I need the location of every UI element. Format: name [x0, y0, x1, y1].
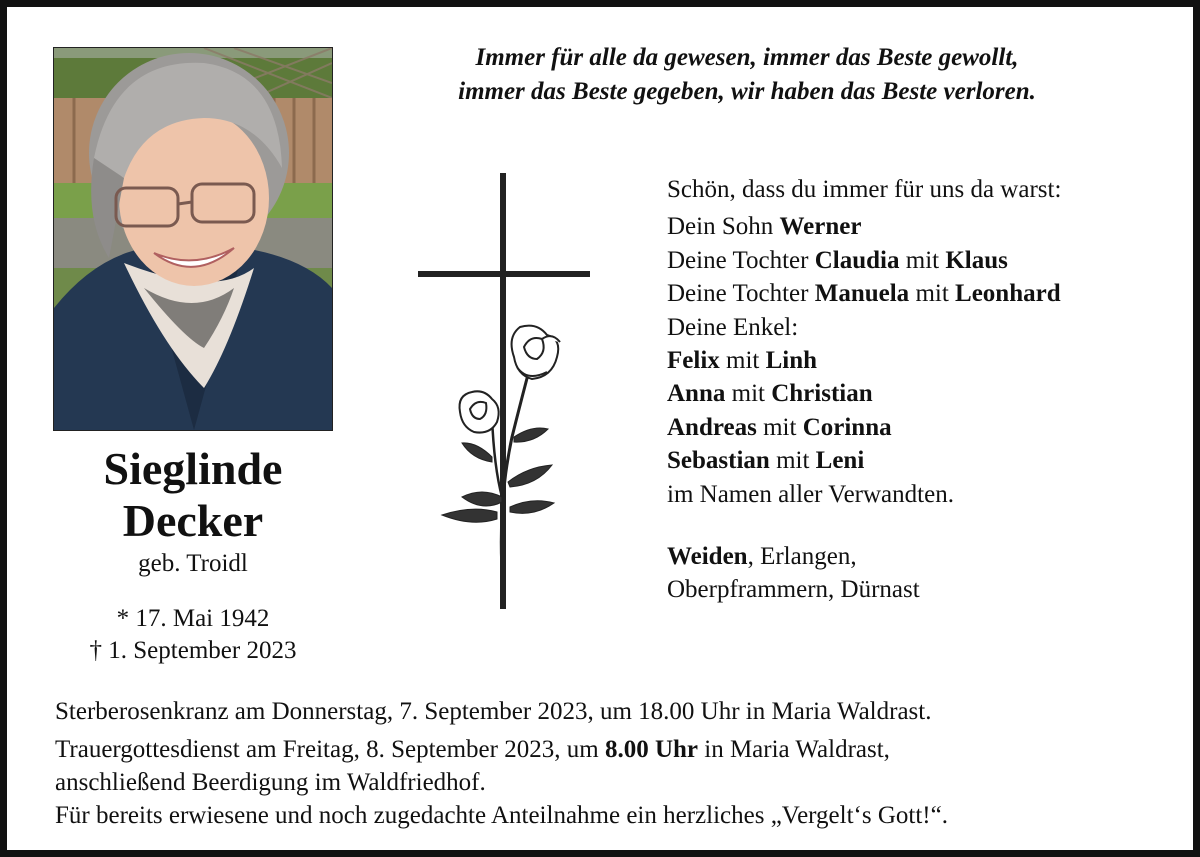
- thanks-note: Für bereits erwiesene und noch zugedachte Anteilnahme ein herzliches „Vergelt‘s Gott!“.: [55, 802, 948, 829]
- funeral-info: [55, 733, 1175, 766]
- mourner-text: mit: [756, 413, 803, 441]
- mourner-text: mit: [769, 447, 816, 475]
- portrait-photo: [53, 47, 333, 431]
- mourner-lines: [667, 210, 1187, 511]
- mourners-intro: Schön, dass du immer für uns da warst:: [667, 176, 1062, 203]
- mourner-name: Leni: [815, 447, 865, 475]
- deceased-name-block: [53, 443, 333, 579]
- mourner-line: [667, 344, 1187, 377]
- funeral-time: 8.00 Uhr: [604, 736, 698, 763]
- last-name: Decker: [122, 495, 264, 546]
- places: [667, 540, 1187, 606]
- mourners-list: [667, 173, 1187, 511]
- mourner-name: Andreas: [667, 413, 757, 441]
- birth-date: * 17. Mai 1942: [116, 605, 270, 632]
- mourner-text: Deine Tochter: [667, 280, 815, 308]
- mourner-line: [667, 411, 1187, 444]
- mourner-name: Felix: [667, 347, 720, 375]
- mourner-line: [667, 444, 1187, 477]
- rosary-info: Sterberosenkranz am Donnerstag, 7. September 2023, um 18.00 Uhr in Maria Waldrast.: [55, 698, 932, 725]
- mourner-name: Anna: [667, 380, 726, 408]
- mourner-name: Leonhard: [955, 280, 1061, 308]
- quote-line-2: immer das Beste gegeben, wir haben das Beste verloren.: [458, 78, 1036, 105]
- mourner-text: Deine Enkel:: [667, 313, 799, 341]
- places-rest: , Erlangen,: [747, 543, 857, 570]
- places-line-1: [667, 540, 1187, 573]
- mourner-text: im Namen aller Verwandten.: [667, 480, 954, 508]
- mourner-name: Werner: [779, 213, 862, 241]
- funeral-post: in Maria Waldrast,: [698, 736, 890, 763]
- mourner-name: Sebastian: [667, 447, 770, 475]
- mourner-line: [667, 478, 1187, 511]
- mourner-name: Manuela: [814, 280, 910, 308]
- service-info: [55, 695, 1175, 832]
- mourner-text: mit: [719, 347, 766, 375]
- burial-info: anschließend Beerdigung im Waldfriedhof.: [55, 769, 486, 796]
- mourner-line: [667, 210, 1187, 243]
- quote-line-1: Immer für alle da gewesen, immer das Beste gewollt,: [475, 44, 1019, 71]
- mourner-name: Claudia: [814, 246, 900, 274]
- place-bold: Weiden: [667, 543, 748, 570]
- maiden-name: geb. Troidl: [138, 550, 248, 577]
- mourner-text: Deine Tochter: [667, 246, 815, 274]
- life-dates: [53, 603, 333, 667]
- first-name: Sieglinde: [103, 443, 283, 494]
- death-date: † 1. September 2023: [89, 637, 297, 664]
- mourner-line: [667, 377, 1187, 410]
- places-line-2: Oberpframmern, Dürnast: [667, 576, 920, 603]
- mourner-line: [667, 244, 1187, 277]
- mourner-text: mit: [909, 280, 956, 308]
- funeral-pre: Trauergottesdienst am Freitag, 8. September 2023, um: [55, 736, 605, 763]
- mourner-line: [667, 277, 1187, 310]
- mourner-text: mit: [725, 380, 772, 408]
- mourner-name: Christian: [771, 380, 873, 408]
- mourner-name: Corinna: [802, 413, 892, 441]
- mourner-line: [667, 311, 1187, 344]
- mourner-name: Klaus: [945, 246, 1008, 274]
- mourner-name: Linh: [765, 347, 818, 375]
- memorial-quote: [347, 41, 1147, 109]
- mourner-text: Dein Sohn: [667, 213, 780, 241]
- mourner-text: mit: [899, 246, 946, 274]
- cross-with-rose-icon: [402, 167, 602, 617]
